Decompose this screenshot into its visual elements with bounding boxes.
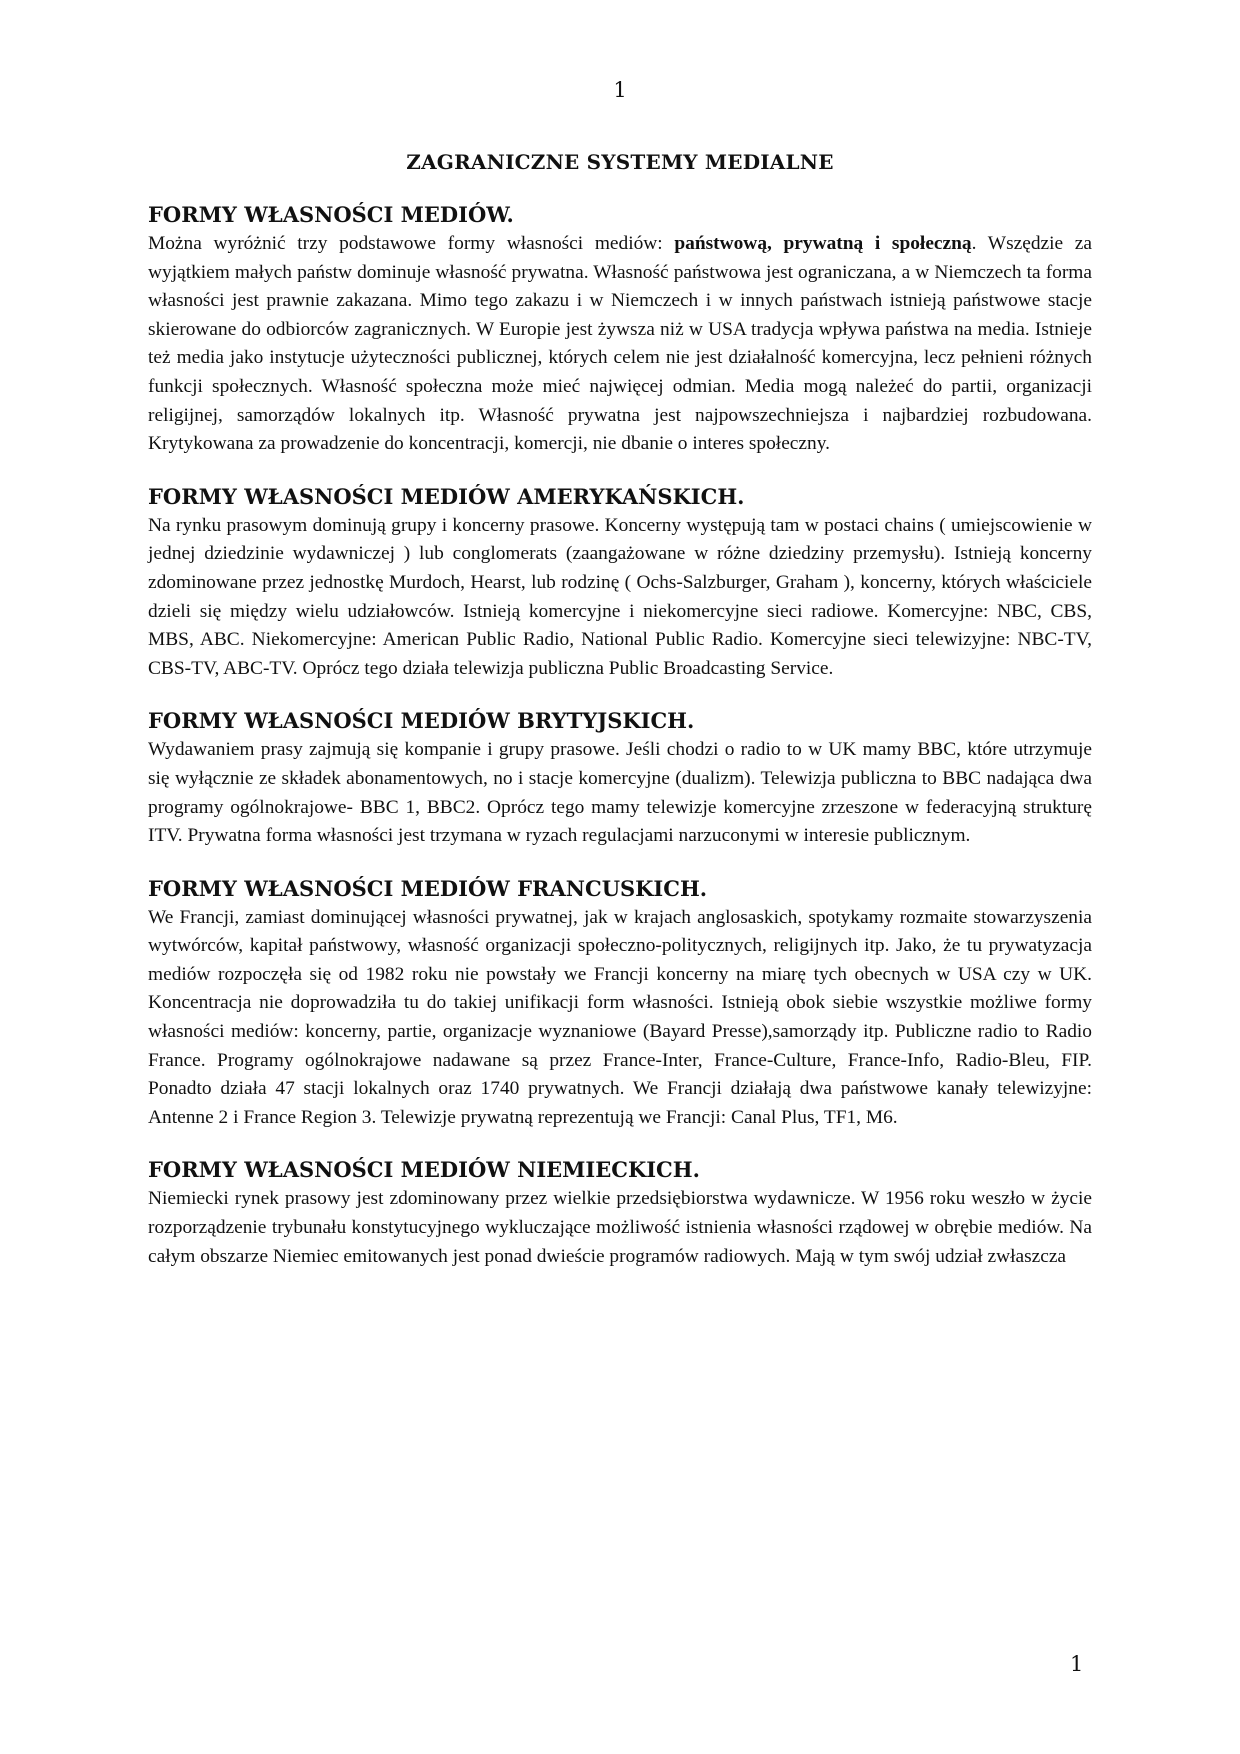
document-title: ZAGRANICZNE SYSTEMY MEDIALNE — [406, 150, 834, 174]
paragraph-intro: Można wyróżnić trzy podstawowe formy własności mediów: — [148, 233, 675, 254]
page-number-bottom: 1 — [1070, 1652, 1084, 1676]
section-paragraph: We Francji, zamiast dominującej własności prywatnej, jak w krajach anglosaskich, spotykamy rozmaite stowarzyszenia wytwórców, kapitał państwowy, własność organizacji społeczno-politycznych, religijnych itp. Jako, że tu prywatyzacja mediów rozpoczęła się od 1982 roku nie powstały we Francji koncerny na miarę tych obecnych w USA czy w UK. Koncentracja nie doprowadziła tu do takiej unifikacji form własności. Istnieją obok siebie wszystkie możliwe formy własności mediów: koncerny, partie, organizacje wyznaniowe (Bayard Presse),samorządy itp. Publiczne radio to Radio France. Programy ogólnokrajowe nadawane są przez France-Inter, France-Culture, France-Info, Radio-Bleu, FIP. Ponadto działa 47 stacji lokalnych oraz 1740 prywatnych. We Francji działają dwa państwowe kanały telewizyjne: Antenne 2 i France Region 3. Telewizje prywatną reprezentują we Francji: Canal Plus, TF1, M6. — [148, 906, 1092, 1128]
section-paragraph — [148, 230, 1092, 459]
bold-ownership-forms: państwową, prywatną i społeczną — [674, 233, 972, 254]
section-heading: FORMY WŁASNOŚCI MEDIÓW BRYTYJSKICH. — [148, 708, 695, 734]
section-paragraph: Niemiecki rynek prasowy jest zdominowany przez wielkie przedsiębiorstwa wydawnicze. W 1956 roku weszło w życie rozporządzenie trybunału konstytucyjnego wykluczające możliwość istnienia własności rządowej w obrębie mediów. Na całym obszarze Niemiec emitowanych jest ponad dwieście programów radiowych. Mają w tym swój udział zwłaszcza — [148, 1188, 1092, 1267]
section-heading: FORMY WŁASNOŚCI MEDIÓW. — [148, 202, 514, 227]
paragraph-text: . Wszędzie za wyjątkiem małych państw dominuje własność prywatna. Własność państwowa jest ograniczana, a w Niemczech ta forma własności jest prawnie zakazana. Mimo tego zakazu i w Niemczech i w innych państwach istnieją państwowe stacje skierowane do odbiorców zagranicznych. W Europie jest żywsza niż w USA tradycja wpływa państwa na media. Istnieje też media jako instytucje użyteczności publicznej, których celem nie jest działalność komercyjna, lecz pełnieni różnych funkcji społecznych. Własność społeczna może mieć najwięcej odmian. Media mogą należeć do partii, organizacji religijnej, samorządów lokalnych itp. Własność prywatna jest najpowszechniejsza i najbardziej rozbudowana. Krytykowana za prowadzenie do koncentracji, komercji, nie dbanie o interes społeczny. — [148, 233, 1092, 455]
section-heading: FORMY WŁASNOŚCI MEDIÓW FRANCUSKICH. — [148, 875, 708, 901]
section-french-media — [148, 874, 1092, 1133]
section-ownership-forms — [148, 200, 1092, 459]
section-american-media — [148, 482, 1092, 684]
section-paragraph: Na rynku prasowym dominują grupy i koncerny prasowe. Koncerny występują tam w postaci chains ( umiejscowienie w jednej dziedzinie wydawniczej ) lub conglomerats (zaangażowane w różne dziedziny przemysłu). Istnieją koncerny zdominowane przez jednostkę Murdoch, Hearst, lub rodzinę ( Ochs-Salzburger, Graham ), koncerny, których właściciele dzieli się między wielu udziałowców. Istnieją komercyjne i niekomercyjne sieci radiowe. Komercyjne: NBC, CBS, MBS, ABC. Niekomercyjne: American Public Radio, National Public Radio. Komercyjne sieci telewizyjne: NBC-TV, CBS-TV, ABC-TV. Oprócz tego działa telewizja publiczna Public Broadcasting Service. — [148, 514, 1092, 679]
section-paragraph: Wydawaniem prasy zajmują się kompanie i grupy prasowe. Jeśli chodzi o radio to w UK mamy BBC, które utrzymuje się wyłącznie ze składek abonamentowych, no i stacje komercyjne (dualizm). Telewizja publiczna to BBC nadająca dwa programy ogólnokrajowe- BBC 1, BBC2. Oprócz tego mamy telewizje komercyjne zrzeszone w federacyjną strukturę ITV. Prywatna forma własności jest trzymana w ryzach regulacjami narzuconymi w interesie publicznym. — [148, 739, 1092, 847]
section-heading: FORMY WŁASNOŚCI MEDIÓW AMERYKAŃSKICH. — [148, 483, 745, 509]
section-heading: FORMY WŁASNOŚCI MEDIÓW NIEMIECKICH. — [148, 1157, 700, 1183]
section-british-media — [148, 706, 1092, 850]
document-body — [148, 200, 1092, 1294]
section-german-media — [148, 1155, 1092, 1271]
page-number-top: 1 — [613, 78, 627, 102]
